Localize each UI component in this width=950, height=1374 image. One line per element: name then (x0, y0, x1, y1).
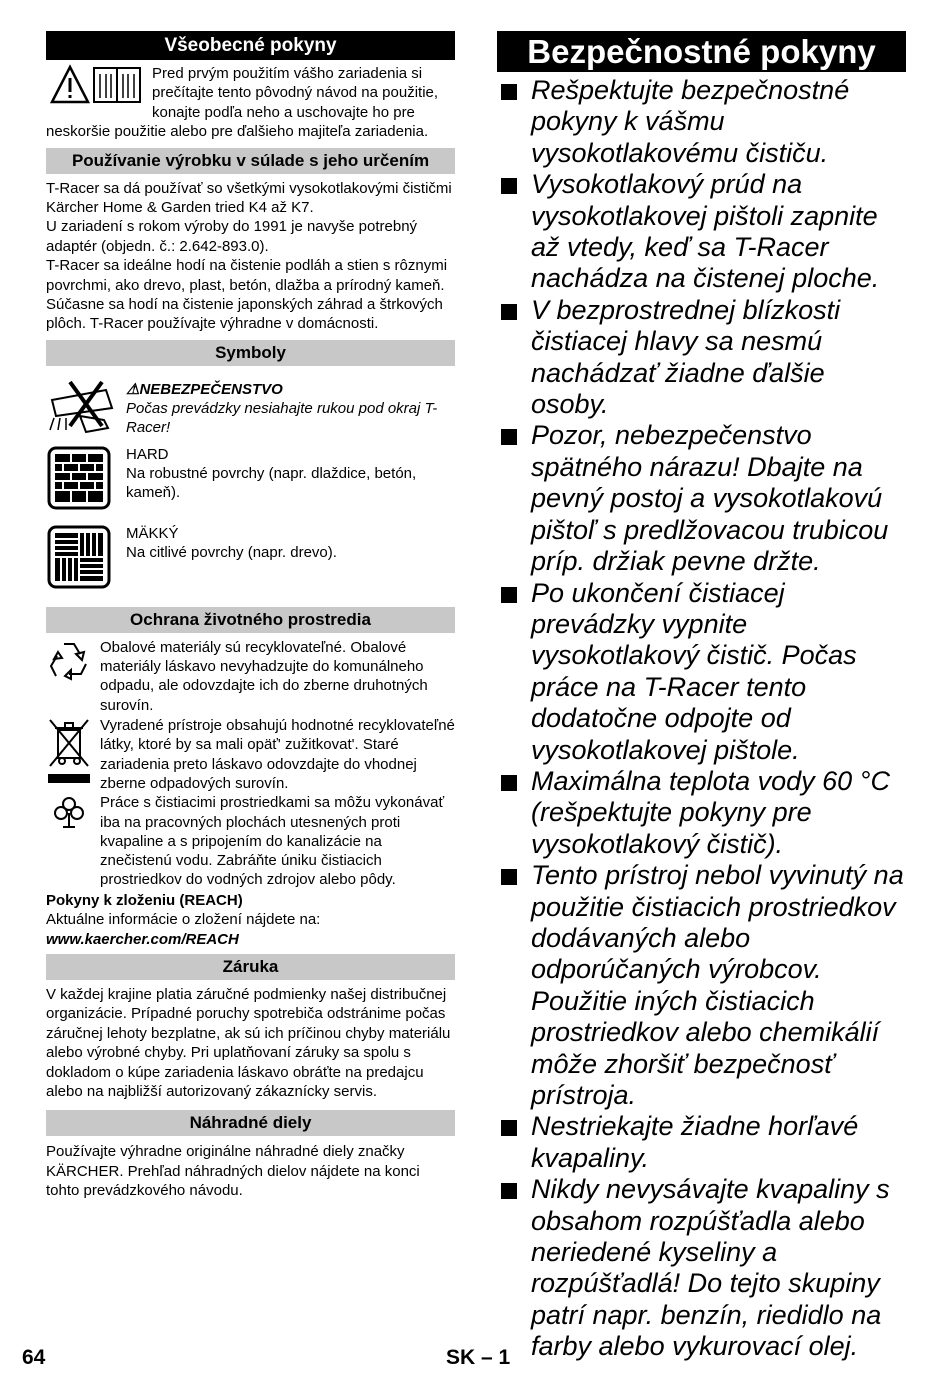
recycle-text: Obalové materiály sú recyklovateľné. Obalové materiály láskavo nevyhadzujte do komunálneho odpadu, ale odovzdajte ich do zberne druhotných surovín. (100, 638, 428, 714)
safety-item: Maximálna teplota vody 60 °C (rešpektujte pokyny pre vysokotlakový čistič). (497, 766, 906, 860)
symbol-soft (46, 524, 455, 595)
safety-item: Vysokotlakový prúd na vysokotlakovej pištoli zapnite až vtedy, keď sa T-Racer nachádza na čistenej ploche. (497, 169, 906, 295)
env-weee (46, 716, 455, 793)
safety-item: Rešpektujte bezpečnostné pokyny k vášmu vysokotlakovému čističu. (497, 75, 906, 169)
general-heading: Všeobecné pokyny (46, 31, 455, 60)
bullet-square-icon (497, 169, 531, 295)
proper-use-section (46, 179, 455, 334)
bullet-square-icon (497, 295, 531, 421)
hand-danger-icon (46, 380, 118, 436)
reach-url[interactable]: www.kaercher.com/REACH (46, 930, 239, 948)
crossed-bin-icon (46, 716, 92, 788)
warning-manual-icon (50, 64, 144, 106)
safety-item: Tento prístroj nebol vyvinutý na použitie čistiacich prostriedkov dodávaných alebo odporúčaných výrobcov. Použitie iných čistiacich prostriedkov alebo chemikálií môže zhoršiť bezpečnosť prístroja. (497, 860, 906, 1111)
environment-tree-icon (46, 793, 92, 833)
bullet-square-icon (497, 420, 531, 577)
bullet-square-icon (497, 1111, 531, 1174)
proper-use-p3: T-Racer sa ideálne hodí na čistenie podláh a stien s rôznymi povrchmi, ako drevo, plast, betón, dlažba a prírodný kameň. Súčasne sa hodí na čistenie japonských záhrad a štrkových plôch. T-Racer používajte výhradne v domácnosti. (46, 257, 448, 333)
section-label: SK – 1 (446, 1346, 511, 1369)
warranty-text: V každej krajine platia záručné podmienky našej distribučnej organizácie. Prípadné poruchy spotrebiča odstránime počas záručnej lehoty bezplatne, ak sú ich príčinou chyby materiálu alebo výrobné chyby. Pri uplatňovaní záruky sa spolu s dokladom o kúpe zariadenia láskavo obráťte na predajcu alebo na najbližší autorizovaný zákaznícky servis. (46, 985, 451, 1100)
bullet-square-icon (497, 860, 531, 1111)
bullet-square-icon (497, 1174, 531, 1362)
danger-text: Počas prevádzky nesiahajte rukou pod okraj T-Racer! (126, 399, 438, 436)
symbols-heading: Symboly (46, 340, 455, 366)
right-column (497, 31, 906, 1363)
brick-wall-icon (46, 445, 112, 511)
page-number: 64 (22, 1346, 46, 1369)
env-detergent (46, 793, 455, 889)
soft-text: Na citlivé povrchy (napr. drevo). (126, 543, 337, 561)
spare-parts-heading: Náhradné diely (46, 1110, 455, 1136)
safety-item: Nikdy nevysávajte kvapaliny s obsahom rozpúšťadla alebo neriedené kyseliny a rozpúšťadlá! Do tejto skupiny patrí napr. benzín, riedidlo na farby alebo vykurovací olej. (497, 1174, 906, 1362)
bullet-square-icon (497, 75, 531, 169)
proper-use-p2: U zariadení s rokom výroby do 1991 je navyše potrebný adaptér (objedn. č.: 2.642-893.0). (46, 218, 418, 255)
symbol-danger (46, 380, 455, 441)
weee-text: Vyradené prístroje obsahujú hodnotné recyklovateľné látky, ktoré by sa mali opäť' zužitkovat'. Staré zariadenia preto láskavo odovzdajte do vhodnej zberne odpadových surovín. (100, 717, 455, 792)
reach-text: Aktuálne informácie o zložení nájdete na: (46, 911, 321, 929)
safety-item: Pozor, nebezpečenstvo spätného nárazu! Dbajte na pevný postoj a vysokotlakovú pištoľ s predlžovacou trubicou príp. držiak pevne držte. (497, 420, 906, 577)
safety-heading: Bezpečnostné pokyny (497, 31, 906, 72)
general-intro: Pred prvým použitím vášho zariadenia si prečítajte tento pôvodný návod na použitie, konajte podľa neho a uschovajte ho pre neskoršie použitie alebo pre ďalšieho majiteľa zariadenia. (46, 65, 439, 141)
recycle-icon (46, 638, 92, 684)
safety-item: Po ukončení čistiacej prevádzky vypnite vysokotlakový čistič. Počas práce na T-Racer tento dodatočne odpojte od vysokotlakovej pištole. (497, 578, 906, 766)
spare-parts-text: Používajte výhradne originálne náhradné diely značky KÄRCHER. Prehľad náhradných dielov nájdete na konci tohto prevádzkového návodu. (46, 1143, 420, 1200)
wood-parquet-icon (46, 524, 112, 590)
soft-label: MÄKKÝ (126, 524, 179, 542)
safety-item: Nestriekajte žiadne horľavé kvapaliny. (497, 1111, 906, 1174)
danger-label-row (126, 380, 455, 399)
proper-use-heading: Používanie výrobku v súlade s jeho určením (46, 148, 455, 174)
bullet-square-icon (497, 578, 531, 766)
environment-heading: Ochrana životného prostredia (46, 607, 455, 633)
warning-triangle-icon: ⚠ (126, 380, 140, 398)
symbol-hard (46, 445, 455, 516)
warranty-heading: Záruka (46, 954, 455, 980)
safety-list (497, 75, 906, 1363)
safety-item: V bezprostrednej blízkosti čistiacej hlavy sa nesmú nachádzať žiadne ďalšie osoby. (497, 295, 906, 421)
detergent-text: Práce s čistiacimi prostriedkami sa môžu vykonávať iba na pracovných plochách utesnených proti kvapaline a s pripojením do kanalizácie na znečistenú vodu. Zabráňte úniku čistiacich prostriedkov do vodných zdrojov alebo pôdy. (100, 794, 445, 889)
danger-label: NEBEZPEČENSTVO (139, 380, 283, 398)
bullet-square-icon (497, 766, 531, 860)
reach-title: Pokyny k zloženiu (REACH) (46, 891, 243, 909)
left-column (46, 31, 455, 1201)
proper-use-p1: T-Racer sa dá používať so všetkými vysokotlakovými čističmi Kärcher Home & Garden tried K4 až K7. (46, 179, 452, 217)
general-section (46, 64, 455, 142)
hard-text: Na robustné povrchy (napr. dlaždice, betón, kameň). (126, 464, 417, 501)
hard-label: HARD (126, 445, 169, 463)
env-recycle (46, 638, 455, 715)
reach-section (46, 891, 455, 949)
